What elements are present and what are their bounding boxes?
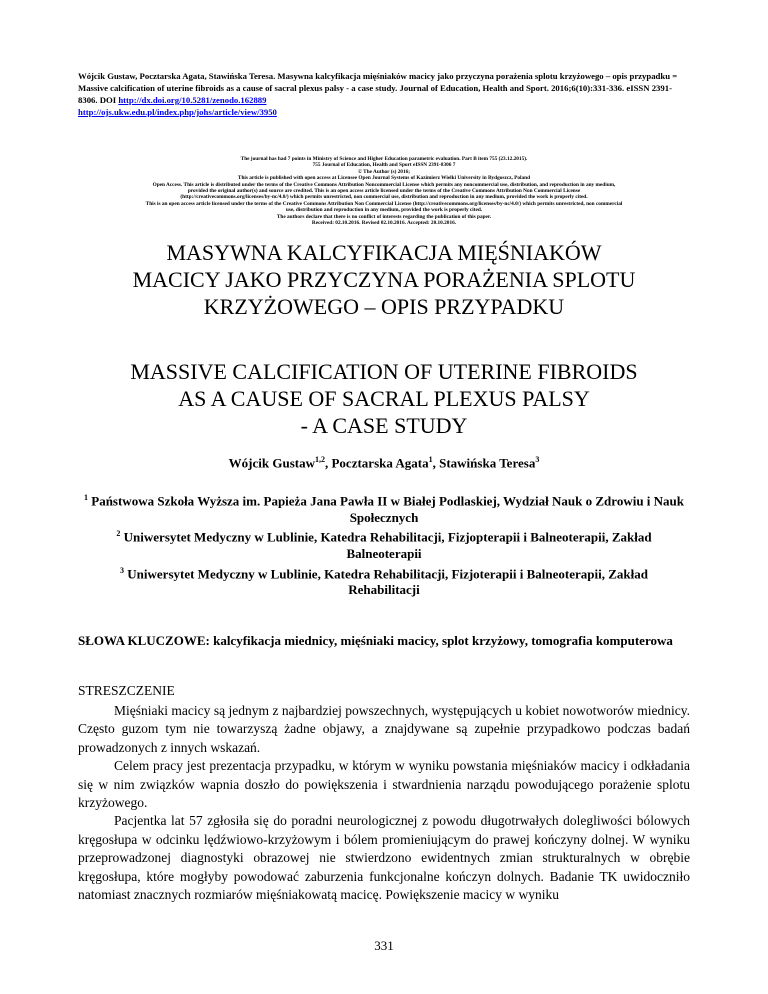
journal-info-line: use, distribution and reproduction in any medium, provided the work is properly cited. bbox=[285, 207, 483, 214]
journal-info-line: This article is published with open access at Licensee Open Journal Systems of Kazimierz Wielki University in Bydgoszcz, Poland bbox=[237, 175, 531, 182]
journal-info-line: The journal has had 7 points in Ministry of Science and Higher Education parametric evaluation. Part B item 755 (23.12.2015). bbox=[240, 156, 528, 162]
citation-text: Wójcik Gustaw, Pocztarska Agata, Stawińska Teresa. Masywna kalcyfikacja mięśniaków macicy jako przyczyna porażenia splotu krzyżowego – opis przypadku = Massive calcification of uterine fibroids as a cause of sacral plexus palsy - a case study. Journal of Education, Health and Sport. 2016;6(10):331-336. eISSN 2391-8306. DOI bbox=[78, 71, 678, 105]
keywords: SŁOWA KLUCZOWE: kalcyfikacja miednicy, mięśniaki macicy, splot krzyżowy, tomografia komputerowa bbox=[78, 633, 673, 648]
author-affiliation-number: 1 bbox=[428, 455, 433, 464]
author-name: Pocztarska Agata bbox=[331, 455, 429, 471]
journal-article-link[interactable]: http://ojs.ukw.edu.pl/index.php/johs/article/view/3950 bbox=[78, 107, 277, 117]
doi-link[interactable]: http://dx.doi.org/10.5281/zenodo.162889 bbox=[118, 95, 267, 105]
author-name: Wójcik Gustaw bbox=[228, 455, 315, 471]
author-name: Stawińska Teresa bbox=[439, 455, 536, 471]
author-affiliation-number: 1,2 bbox=[314, 455, 325, 464]
journal-info-line: Received: 02.10.2016. Revised 02.10.2016. Accepted: 20.10.2016. bbox=[311, 220, 457, 227]
title-line: MASSIVE CALCIFICATION OF UTERINE FIBROIDS bbox=[130, 359, 638, 384]
abstract-body bbox=[78, 702, 690, 904]
author-separator: , bbox=[432, 455, 440, 471]
authors-line bbox=[84, 455, 684, 471]
journal-info-line: Open Access. This article is distributed under the terms of the Creative Commons Attribution Noncommercial License which permits any noncommercial use, distribution, and reproduction in any medium, bbox=[152, 181, 616, 188]
affiliation bbox=[84, 526, 684, 562]
title-polish bbox=[84, 239, 684, 320]
journal-info-line: © The Author (s) 2016; bbox=[357, 168, 411, 175]
affiliations-block bbox=[84, 490, 684, 599]
page-number: 331 bbox=[374, 938, 394, 953]
affiliation-number: 1 bbox=[84, 493, 88, 502]
title-line: MASYWNA KALCYFIKACJA MIĘŚNIAKÓW bbox=[166, 240, 602, 265]
affiliation bbox=[84, 490, 684, 526]
journal-info-line: 755 Journal of Education, Health and Sport eISSN 2391-8306 7 bbox=[312, 162, 456, 169]
abstract-paragraph: Celem pracy jest prezentacja przypadku, w którym w wyniku powstania mięśniaków macicy i odkładania się w nim związków wapnia doszło do powiększenia i stwardnienia narządu powodującego porażenie splotu krzyżowego. bbox=[78, 758, 690, 811]
affiliation-text: Uniwersytet Medyczny w Lublinie, Katedra Rehabilitacji, Fizjopterapii i Balneoterapii, Zakład Balneoterapii bbox=[123, 529, 652, 562]
journal-info-line: provided the original author(s) and source are credited. This is an open access article licensed under the terms of the Creative Commons Attribution Non Commercial License bbox=[187, 188, 581, 195]
journal-info-block bbox=[30, 156, 738, 226]
journal-info-line: This is an open access article licensed under the terms of the Creative Commons Attribution Non Commercial License (http://creativecommons.org/licenses/by-nc/4.0/) which permits unrestricted, non commercial bbox=[145, 200, 623, 207]
title-line: MACICY JAKO PRZYCZYNA PORAŻENIA SPLOTU bbox=[132, 267, 636, 292]
affiliation bbox=[84, 563, 684, 599]
author-separator: , bbox=[324, 455, 332, 471]
author-affiliation-number: 3 bbox=[535, 455, 540, 464]
title-line: AS A CAUSE OF SACRAL PLEXUS PALSY bbox=[178, 386, 590, 411]
journal-info-line: (http://creativecommons.org/licenses/by-nc/4.0/) which permits unrestricted, non commercial use, distribution and reproduction in any medium, provided the work is properly cited. bbox=[180, 194, 588, 201]
title-line: - A CASE STUDY bbox=[300, 413, 468, 438]
abstract-paragraph: Pacjentka lat 57 zgłosiła się do poradni neurologicznej z powodu długotrwałych dolegliwości bólowych kręgosłupa w odcinku lędźwiowo-krzyżowym i bólem promieniującym do prawej kończyny dolnej. W wyniku przeprowadzonej diagnostyki obrazowej nie stwierdzono ewidentnych zmian strukturalnych w obrębie kręgosłupa, które mogłyby powodować zaburzenia funkcjonalne kończyn dolnych. Badanie TK uwidoczniło natomiast znacznych rozmiarów mięśniakowatą macicę. Powiększenie macicy w wyniku bbox=[78, 813, 690, 903]
abstract-paragraph: Mięśniaki macicy są jednym z najbardziej powszechnych, występujących u kobiet nowotworów miednicy. Często guzom tym nie towarzyszą żadne objawy, a znajdywane są zupełnie przypadkowo podczas badań prowadzonych z innych wskazań. bbox=[78, 703, 690, 755]
journal-info-line: The authors declare that there is no conflict of interests regarding the publication of this paper. bbox=[276, 213, 492, 220]
abstract-heading: STRESZCZENIE bbox=[78, 683, 175, 698]
affiliation-text: Uniwersytet Medyczny w Lublinie, Katedra Rehabilitacji, Fizjoterapii i Balneoterapii, Zakład Rehabilitacji bbox=[127, 565, 648, 598]
title-line: KRZYŻOWEGO – OPIS PRZYPADKU bbox=[203, 294, 565, 319]
affiliation-text: Państwowa Szkoła Wyższa im. Papieża Jana Pawła II w Białej Podlaskiej, Wydział Nauk o Zdrowiu i Nauk Społecznych bbox=[91, 493, 685, 525]
affiliation-number: 2 bbox=[116, 529, 121, 539]
title-english bbox=[84, 358, 684, 439]
affiliation-number: 3 bbox=[120, 565, 125, 575]
citation-block bbox=[78, 70, 690, 118]
